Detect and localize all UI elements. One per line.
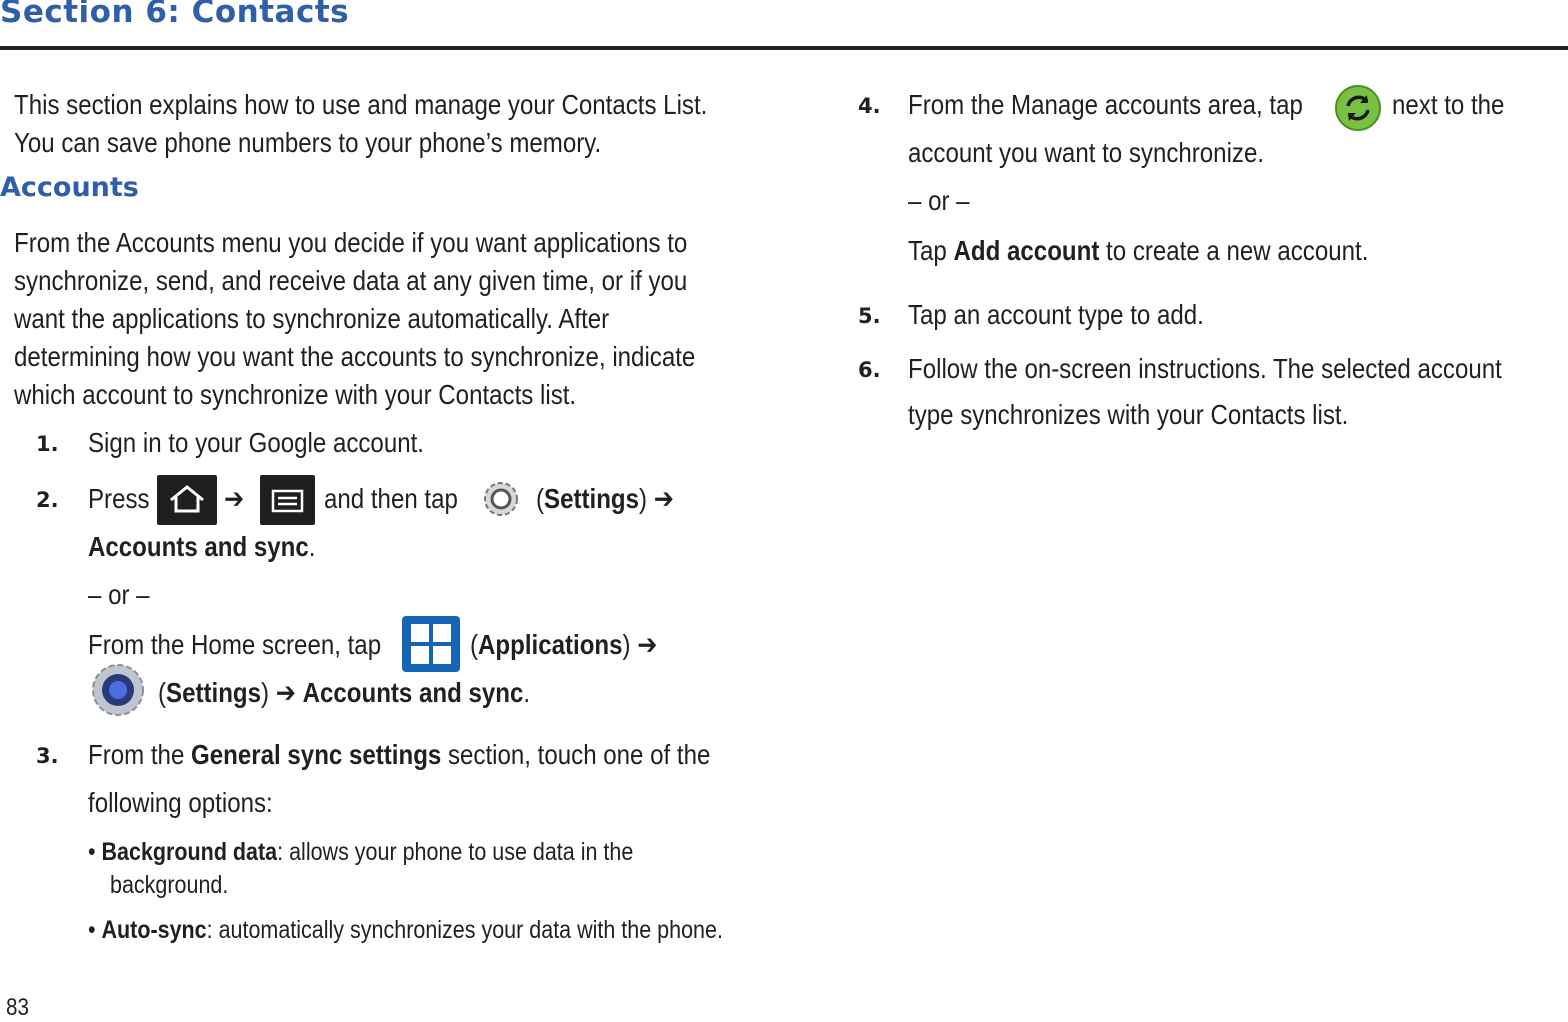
step-4-tap: Tap: [908, 235, 947, 266]
step-2-settings-text: (Settings) ➔: [536, 483, 674, 514]
step-2-or: – or –: [88, 579, 150, 610]
bullet-dot-2: •: [88, 916, 96, 944]
step-5-text: Tap an account type to add.: [908, 299, 1204, 330]
background-data-label: Background data: [101, 838, 278, 866]
auto-sync-text: : automatically synchronizes your data with the phone.: [206, 916, 723, 944]
step-1-number: 1.: [36, 432, 59, 456]
step-6-number: 6.: [858, 358, 881, 382]
home-key-icon: [157, 475, 217, 525]
step-2-accounts-sync-line: [88, 528, 315, 566]
settings-label-2: Settings: [166, 677, 262, 708]
step-1-text: Sign in to your Google account.: [88, 427, 424, 458]
auto-sync-label: Auto-sync: [101, 916, 207, 944]
accounts-and-sync-label: Accounts and sync: [88, 531, 309, 562]
step-6-line-1: Follow the on-screen instructions. The selected account: [908, 353, 1502, 384]
step-2-arrow-1: ➔: [224, 483, 245, 514]
step-3-from-the: From the: [88, 739, 185, 770]
step-3-rest: section, touch one of the: [448, 739, 711, 770]
sync-icon: [1334, 84, 1382, 132]
step-2-arrow-2: ➔: [653, 483, 674, 514]
bullet-background-data: [88, 836, 633, 869]
step-4-line-2: account you want to synchronize.: [908, 137, 1265, 168]
bullet-auto-sync: [88, 914, 723, 947]
menu-key-icon: [260, 475, 315, 525]
accounts-para-line-5: which account to synchronize with your Contacts list.: [14, 379, 577, 410]
bullet-background-data-line-2: background.: [110, 871, 229, 899]
step-4-rest: to create a new account.: [1106, 235, 1369, 266]
accounts-para-line-3: want the applications to synchronize automatically. After: [14, 303, 610, 334]
accounts-para-line-1: From the Accounts menu you decide if you want applications to: [14, 227, 688, 258]
settings-gear-icon: [476, 474, 526, 524]
step-2-applications-text: (Applications) ➔: [470, 629, 658, 660]
page-number: 83: [6, 994, 29, 1021]
accounts-and-sync-label-2: Accounts and sync: [302, 677, 524, 708]
step-2-period-2: .: [523, 677, 531, 708]
step-5-number: 5.: [858, 304, 881, 328]
section-heading-accounts: Accounts: [0, 172, 139, 203]
step-2-settings-line: (Settings) ➔ Accounts and sync.: [158, 677, 531, 708]
background-data-text: : allows your phone to use data in the: [277, 838, 634, 866]
step-3-number: 3.: [36, 744, 59, 768]
step-4-add-account-line: [908, 232, 1368, 270]
step-2-from-home: From the Home screen, tap: [88, 629, 382, 660]
title-rule: [0, 46, 1568, 50]
step-2-number: 2.: [36, 488, 59, 512]
step-3-line-2: following options:: [88, 787, 273, 818]
step-4-line-1b: next to the: [1392, 89, 1505, 120]
intro-line-2: You can save phone numbers to your phone’s memory.: [14, 127, 602, 158]
settings-label: Settings: [544, 483, 640, 514]
step-3-line-1: [88, 736, 710, 774]
bullet-dot-1: •: [88, 838, 96, 866]
step-2-arrow-4: ➔: [275, 677, 296, 708]
step-4-line-1a: From the Manage accounts area, tap: [908, 89, 1303, 120]
add-account-label: Add account: [953, 235, 1100, 266]
intro-line-1: This section explains how to use and manage your Contacts List.: [14, 89, 708, 120]
step-2-arrow-3: ➔: [637, 629, 658, 660]
accounts-para-line-2: synchronize, send, and receive data at any given time, or if you: [14, 265, 688, 296]
applications-label: Applications: [478, 629, 623, 660]
step-2-period: .: [308, 531, 316, 562]
step-4-or: – or –: [908, 185, 970, 216]
page-title: Section 6: Contacts: [0, 0, 350, 30]
step-2-and-then-tap: and then tap: [324, 483, 458, 514]
accounts-para-line-4: determining how you want the accounts to synchronize, indicate: [14, 341, 696, 372]
general-sync-settings-label: General sync settings: [191, 739, 442, 770]
step-2-press: Press: [88, 483, 150, 514]
step-4-number: 4.: [858, 94, 881, 118]
settings-icon: [90, 662, 146, 718]
step-6-line-2: type synchronizes with your Contacts list.: [908, 399, 1349, 430]
applications-icon: [402, 616, 460, 672]
